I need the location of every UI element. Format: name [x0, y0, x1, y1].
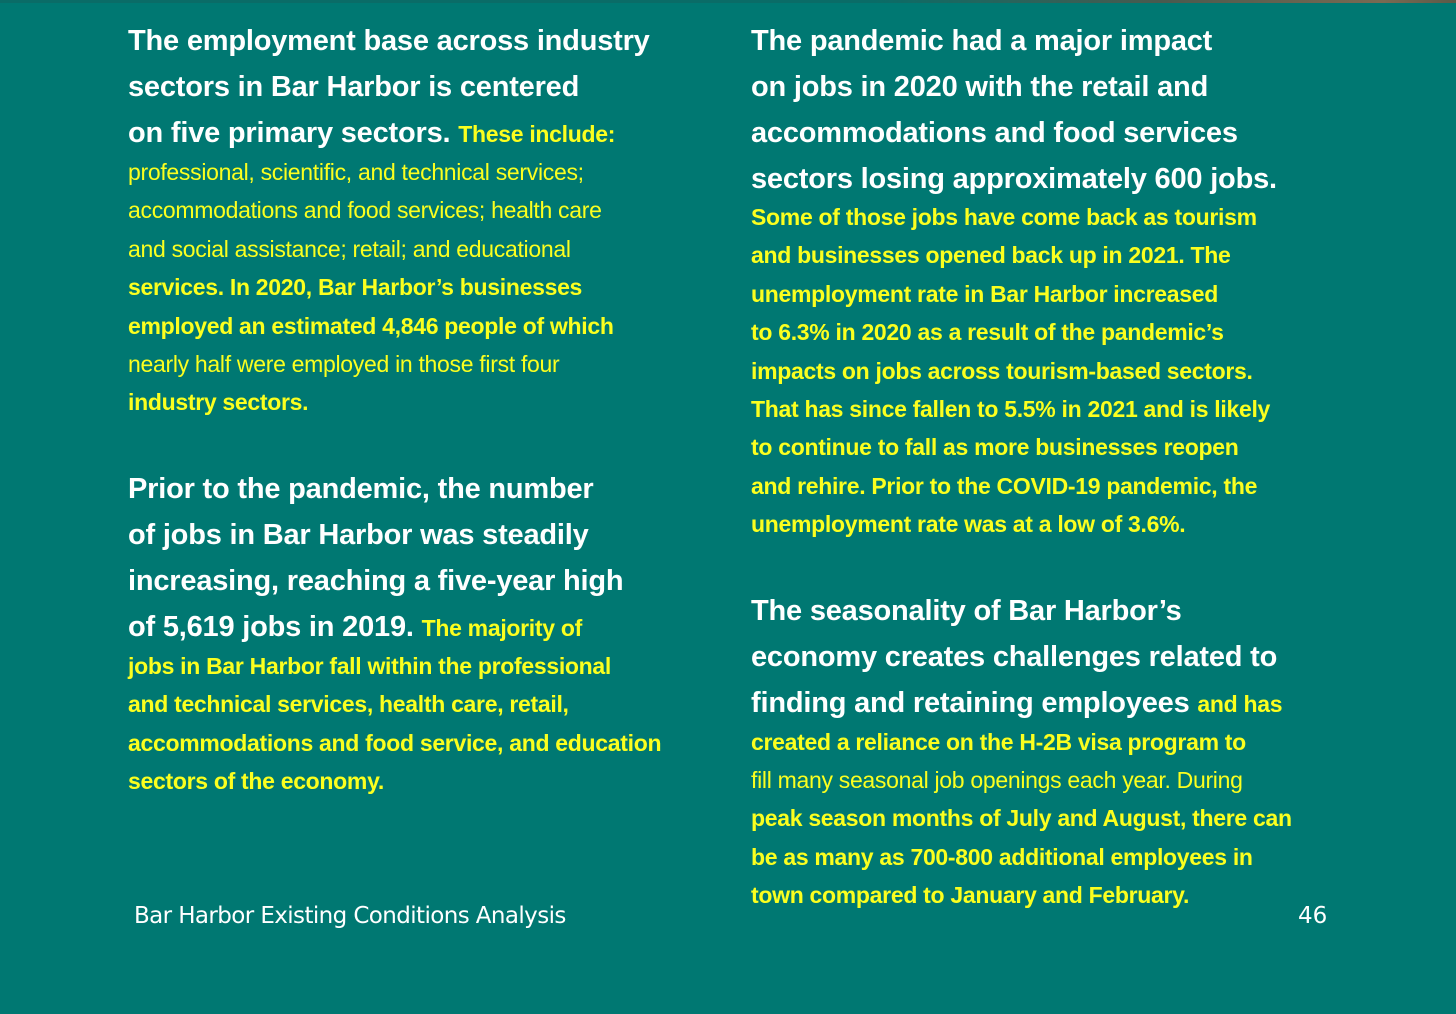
- inline-body-text: and has: [1197, 690, 1283, 717]
- inline-body-text: These include:: [458, 121, 616, 147]
- paragraph-body: jobs in Bar Harbor fall within the professional and technical services, health care, retail, accommodations and food service, and education sectors of the economy.: [128, 652, 662, 795]
- page-number: 46: [1298, 903, 1328, 929]
- paragraph-body: created a reliance on the H-2B visa program to fill many seasonal job openings each year. During peak season months of July and August, there can be as many as 700-800 additional employees in town compared to January and February.: [751, 728, 1292, 909]
- paragraph-heading: The seasonality of Bar Harbor’s economy creates challenges related to finding and retaining employees and has: [751, 594, 1283, 719]
- paragraph-heading: The pandemic had a major impact on jobs in 2020 with the retail and accommodations and food services sectors losing approximately 600 jobs.: [751, 25, 1277, 195]
- paragraph-body: Some of those jobs have come back as tourism and businesses opened back up in 2021. The unemployment rate in Bar Harbor increased to 6.3% in 2020 as a result of the pandemic’s impacts on jobs across tourism-based sectors. That has since fallen to 5.5% in 2021 and is likely to continue to fall as more businesses reopen and rehire. Prior to the COVID-19 pandemic, the unemployment rate was at a low of 3.6%.: [751, 204, 1271, 538]
- document-footer-title: Bar Harbor Existing Conditions Analysis: [134, 903, 566, 929]
- seasonality-paragraph: [751, 588, 1351, 915]
- pandemic-impact-paragraph: [751, 18, 1351, 544]
- inline-body-text: The majority of: [421, 614, 582, 641]
- employment-base-paragraph: [128, 18, 708, 422]
- paragraph-heading: The employment base across industry sectors in Bar Harbor is centered on five primary sectors. These include:: [128, 25, 650, 149]
- paragraph-body: professional, scientific, and technical services; accommodations and food services; health care and social assistance; retail; and educational services. In 2020, Bar Harbor’s businesses employed an estimated 4,846 people of which nearly half were employed in those first four industry sectors.: [128, 159, 614, 416]
- left-column: [128, 18, 708, 800]
- right-column: [751, 18, 1351, 915]
- paragraph-heading: Prior to the pandemic, the number of jobs in Bar Harbor was steadily increasing, reaching a five-year high of 5,619 jobs in 2019. The majority of: [128, 472, 624, 643]
- pre-pandemic-jobs-paragraph: [128, 466, 708, 801]
- top-edge-strip: [0, 0, 1456, 3]
